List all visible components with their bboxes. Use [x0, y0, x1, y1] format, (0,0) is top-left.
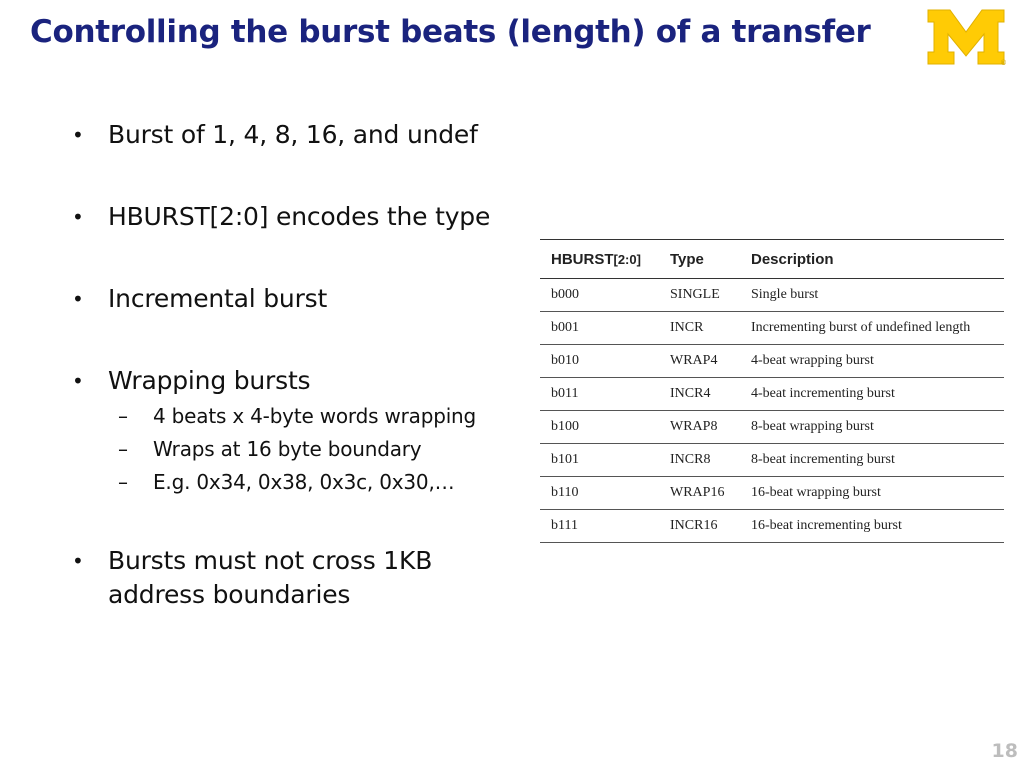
cell-code: b101: [540, 444, 659, 477]
slide-title: Controlling the burst beats (length) of a transfer: [30, 14, 871, 50]
table-header-row: [540, 240, 1004, 279]
cell-code: b001: [540, 312, 659, 345]
table-body: [540, 279, 1004, 543]
bullet-dot: •: [72, 287, 84, 311]
table-row: [540, 444, 1004, 477]
cell-type: WRAP8: [659, 411, 740, 444]
cell-code: b100: [540, 411, 659, 444]
header-description: Description: [740, 240, 1004, 279]
cell-code: b110: [540, 477, 659, 510]
sub-bullet-text: Wraps at 16 byte boundary: [153, 437, 422, 461]
cell-type: WRAP4: [659, 345, 740, 378]
cell-type: INCR8: [659, 444, 740, 477]
registered-mark: ®: [1000, 59, 1007, 67]
bullet-text: Bursts must not cross 1KB address boundaries: [108, 546, 433, 609]
table-row: [540, 411, 1004, 444]
table-row: [540, 345, 1004, 378]
sub-bullet-dash: –: [118, 470, 128, 494]
cell-type: INCR16: [659, 510, 740, 543]
table-row: [540, 279, 1004, 312]
table-row: [540, 378, 1004, 411]
table-row: [540, 312, 1004, 345]
bullet-text: Burst of 1, 4, 8, 16, and undef: [108, 120, 478, 149]
block-m-logo: [926, 8, 1006, 66]
hburst-table: [540, 239, 1004, 543]
cell-type: INCR: [659, 312, 740, 345]
bullet-dot: •: [72, 549, 84, 573]
bullet-dot: •: [72, 369, 84, 393]
cell-description: Single burst: [740, 279, 1004, 312]
page-number: 18: [991, 740, 1018, 762]
bullet-text: Incremental burst: [108, 284, 328, 313]
sub-bullet-dash: –: [118, 437, 128, 461]
bullet-dot: •: [72, 123, 84, 147]
cell-description: 8-beat wrapping burst: [740, 411, 1004, 444]
header-hburst: HBURST[2:0]: [540, 240, 659, 279]
cell-code: b000: [540, 279, 659, 312]
sub-bullet-text: 4 beats x 4-byte words wrapping: [153, 404, 477, 428]
cell-description: 4-beat wrapping burst: [740, 345, 1004, 378]
cell-code: b011: [540, 378, 659, 411]
table-row: [540, 477, 1004, 510]
cell-description: Incrementing burst of undefined length: [740, 312, 1004, 345]
sub-bullet-text: E.g. 0x34, 0x38, 0x3c, 0x30,…: [153, 470, 455, 494]
sub-bullet-dash: –: [118, 404, 128, 428]
cell-code: b010: [540, 345, 659, 378]
cell-description: 8-beat incrementing burst: [740, 444, 1004, 477]
bullet-dot: •: [72, 205, 84, 229]
cell-description: 16-beat incrementing burst: [740, 510, 1004, 543]
bullet-text: HBURST[2:0] encodes the type: [108, 202, 491, 231]
cell-type: SINGLE: [659, 279, 740, 312]
header-type: Type: [659, 240, 740, 279]
table-row: [540, 510, 1004, 543]
cell-type: INCR4: [659, 378, 740, 411]
cell-type: WRAP16: [659, 477, 740, 510]
cell-description: 16-beat wrapping burst: [740, 477, 1004, 510]
cell-description: 4-beat incrementing burst: [740, 378, 1004, 411]
bullet-text: Wrapping bursts: [108, 366, 311, 395]
cell-code: b111: [540, 510, 659, 543]
